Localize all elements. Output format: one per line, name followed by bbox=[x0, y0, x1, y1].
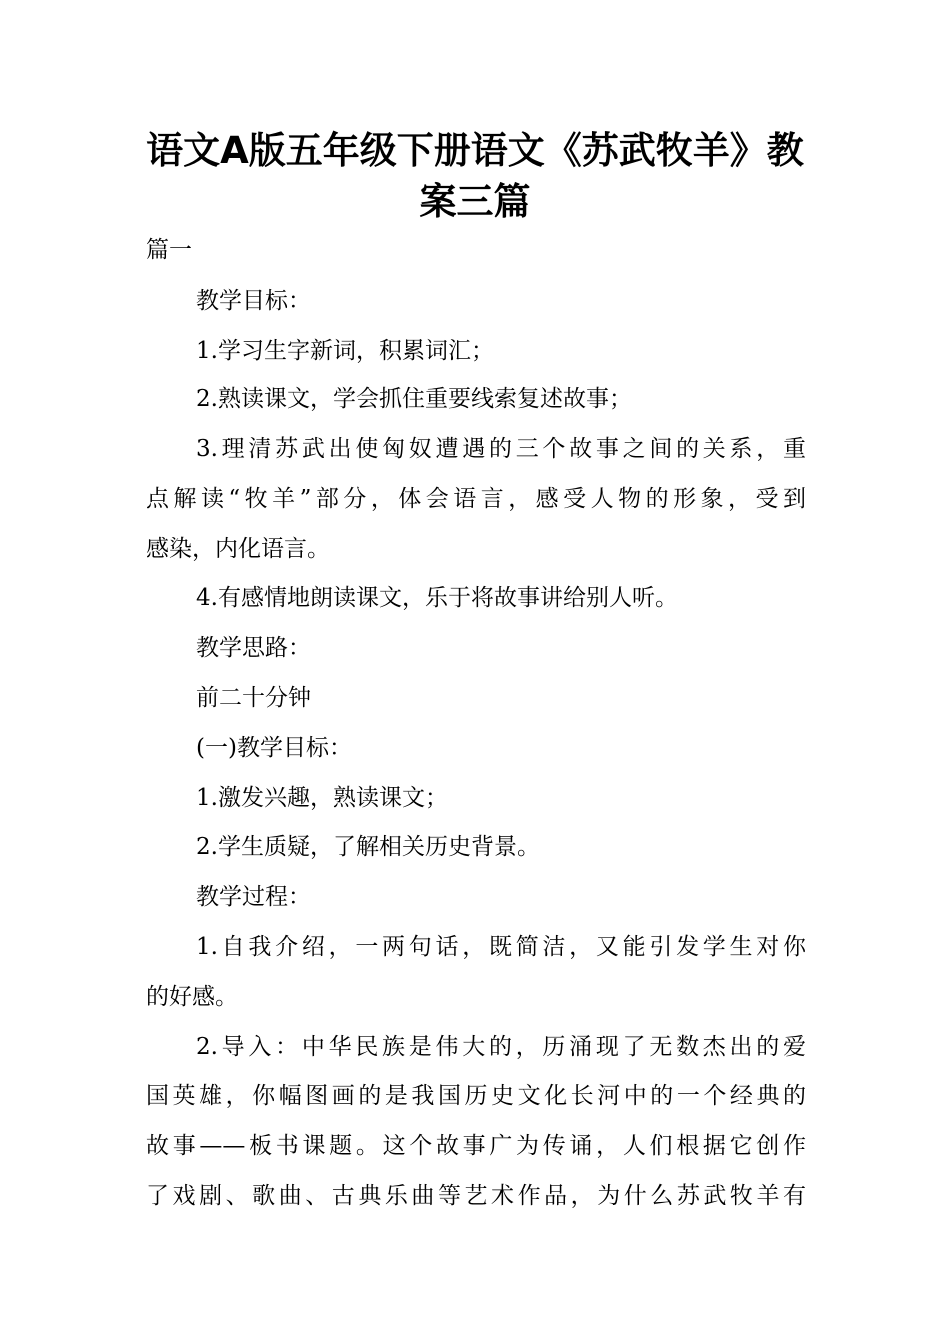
document-title-line-2: 案三篇 bbox=[419, 180, 531, 223]
paragraph-line: 2.学生质疑，了解相关历史背景。 bbox=[196, 834, 540, 860]
paragraph-line: 1.自我介绍，一两句话，既简洁，又能引发学生对你 bbox=[196, 934, 806, 960]
paragraph-line: 教学过程： bbox=[196, 884, 311, 910]
paragraph-line: 2.熟读课文，学会抓住重要线索复述故事； bbox=[196, 386, 632, 412]
paragraph-line: 3.理清苏武出使匈奴遭遇的三个故事之间的关系，重 bbox=[196, 436, 806, 462]
paragraph-line: 感染，内化语言。 bbox=[146, 536, 330, 562]
paragraph-line: 2.导入：中华民族是伟大的，历涌现了无数杰出的爱 bbox=[196, 1034, 806, 1060]
paragraph-line: 点解读“牧羊”部分，体会语言，感受人物的形象，受到 bbox=[146, 486, 806, 512]
section-heading: 篇一 bbox=[146, 237, 192, 263]
paragraph-line: 故事——板书课题。这个故事广为传诵，人们根据它创作 bbox=[146, 1133, 806, 1159]
paragraph-line: 教学目标： bbox=[196, 288, 311, 314]
paragraph-line: 国英雄，你幅图画的是我国历史文化长河中的一个经典的 bbox=[146, 1083, 806, 1109]
paragraph-line: 前二十分钟 bbox=[196, 685, 311, 711]
paragraph-line: 教学思路： bbox=[196, 635, 311, 661]
document-title-line-1: 语文A版五年级下册语文《苏武牧羊》教 bbox=[146, 129, 804, 172]
paragraph-line: 1.学习生字新词，积累词汇； bbox=[196, 338, 494, 364]
paragraph-line: 4.有感情地朗读课文，乐于将故事讲给别人听。 bbox=[196, 585, 678, 611]
paragraph-line: 了戏剧、歌曲、古典乐曲等艺术作品，为什么苏武牧羊有 bbox=[146, 1183, 806, 1209]
paragraph-line: (一)教学目标： bbox=[196, 735, 352, 761]
paragraph-line: 的好感。 bbox=[146, 984, 238, 1010]
paragraph-line: 1.激发兴趣，熟读课文； bbox=[196, 785, 448, 811]
